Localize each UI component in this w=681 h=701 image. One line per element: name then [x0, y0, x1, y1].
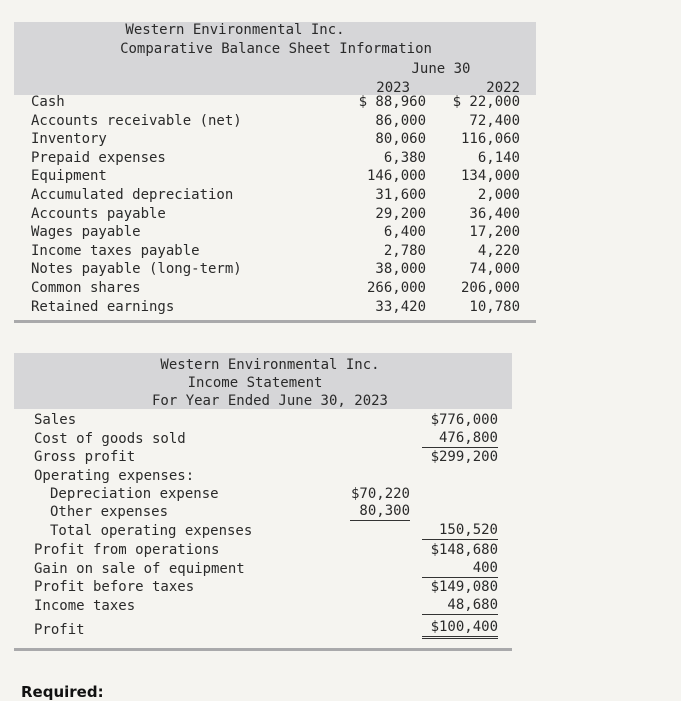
required-heading: Required:	[21, 683, 104, 701]
income-taxes-value: 48,680	[422, 596, 498, 615]
balance-row-label: Equipment	[31, 168, 107, 184]
profit-ops-label: Profit from operations	[34, 542, 220, 558]
opex-label: Operating expenses:	[34, 468, 195, 484]
cogs-label: Cost of goods sold	[34, 431, 186, 447]
sales-value: $776,000	[430, 412, 498, 428]
balance-row-value-2022: 74,000	[469, 261, 520, 277]
balance-row-value-2023: 86,000	[375, 113, 426, 129]
cogs-value: 476,800	[422, 429, 498, 448]
gain-value: 400	[422, 559, 498, 578]
balance-row-label: Cash	[31, 94, 65, 110]
other-expenses-label: Other expenses	[50, 504, 169, 520]
balance-row-label: Notes payable (long-term)	[31, 261, 242, 277]
total-opex-value: 150,520	[422, 521, 498, 540]
balance-row-label: Inventory	[31, 131, 107, 147]
balance-row-value-2023: 80,060	[375, 131, 426, 147]
profit-before-tax-value: $149,080	[430, 579, 498, 595]
balance-row-label: Common shares	[31, 280, 141, 296]
income-statement-title: Income Statement	[187, 375, 323, 391]
profit-before-tax-label: Profit before taxes	[34, 579, 195, 595]
balance-sheet-title: Comparative Balance Sheet Information	[120, 41, 432, 57]
balance-row-value-2022: 72,400	[469, 113, 520, 129]
balance-row-value-2023: 266,000	[366, 280, 426, 296]
balance-row-label: Accounts payable	[31, 206, 166, 222]
balance-row-label: Retained earnings	[31, 299, 175, 315]
sales-label: Sales	[34, 412, 77, 428]
income-statement-bottom-rule	[14, 648, 512, 651]
gain-label: Gain on sale of equipment	[34, 561, 245, 577]
period-header: June 30	[411, 61, 471, 77]
balance-row-value-2023: 29,200	[375, 206, 426, 222]
balance-row-value-2022: 134,000	[460, 168, 520, 184]
balance-row-value-2022: 36,400	[469, 206, 520, 222]
balance-row-value-2023: 6,380	[383, 150, 426, 166]
balance-row-value-2023: 31,600	[375, 187, 426, 203]
balance-row-label: Accounts receivable (net)	[31, 113, 242, 129]
balance-row-value-2022: $ 22,000	[452, 94, 520, 110]
balance-row-value-2023: 38,000	[375, 261, 426, 277]
balance-row-value-2023: 6,400	[383, 224, 426, 240]
balance-sheet-company: Western Environmental Inc.	[125, 22, 345, 38]
balance-row-value-2022: 10,780	[469, 299, 520, 315]
income-statement-period: For Year Ended June 30, 2023	[151, 393, 388, 409]
depreciation-label: Depreciation expense	[50, 486, 219, 502]
balance-row-value-2023: 146,000	[366, 168, 426, 184]
balance-row-value-2022: 116,060	[460, 131, 520, 147]
income-taxes-label: Income taxes	[34, 598, 136, 614]
balance-row-value-2022: 2,000	[477, 187, 520, 203]
profit-label: Profit	[34, 622, 85, 638]
year-2023-header: 2023	[376, 80, 410, 96]
balance-row-value-2022: 17,200	[469, 224, 520, 240]
balance-row-value-2022: 206,000	[460, 280, 520, 296]
balance-row-label: Income taxes payable	[31, 243, 200, 259]
gross-profit-value: $299,200	[430, 449, 498, 465]
balance-row-label: Accumulated depreciation	[31, 187, 234, 203]
balance-row-value-2023: $ 88,960	[358, 94, 426, 110]
other-expenses-value: 80,300	[350, 502, 410, 521]
balance-sheet-bottom-rule	[14, 320, 536, 323]
balance-row-value-2022: 4,220	[477, 243, 520, 259]
profit-ops-value: $148,680	[430, 542, 498, 558]
year-2022-header: 2022	[486, 80, 520, 96]
balance-row-value-2023: 2,780	[383, 243, 426, 259]
balance-row-value-2022: 6,140	[477, 150, 520, 166]
balance-row-label: Prepaid expenses	[31, 150, 166, 166]
gross-profit-label: Gross profit	[34, 449, 136, 465]
balance-row-label: Wages payable	[31, 224, 141, 240]
income-statement-company: Western Environmental Inc.	[160, 357, 380, 373]
total-opex-label: Total operating expenses	[50, 523, 253, 539]
depreciation-value: $70,220	[350, 486, 410, 502]
balance-row-value-2023: 33,420	[375, 299, 426, 315]
profit-value: $100,400	[422, 618, 498, 639]
